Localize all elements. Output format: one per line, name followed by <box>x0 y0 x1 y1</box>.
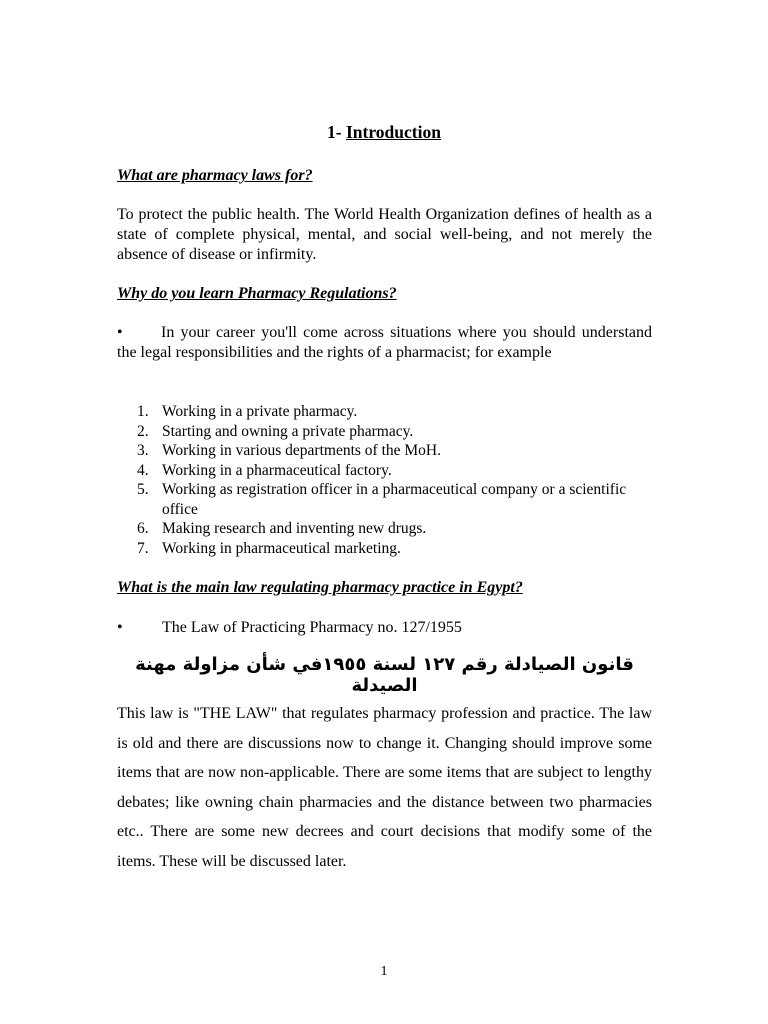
law-name-bullet <box>117 619 462 637</box>
law-name: The Law of Practicing Pharmacy no. 127/1955 <box>162 619 462 636</box>
career-bullet-paragraph <box>117 323 652 363</box>
list-item: 3. Working in various departments of the MoH. <box>137 442 441 459</box>
section-heading <box>0 122 768 143</box>
bullet-icon: • <box>117 619 123 636</box>
career-intro-text: In your career you'll come across situations where you should understand the legal responsibilities and the rights of a pharmacist; for example <box>117 324 652 361</box>
answer-pharmacy-laws: To protect the public health. The World Health Organization defines of health as a state of complete physical, mental, and social well-being, and not merely the absence of disease or infirmity. <box>117 206 652 263</box>
list-item: 7. Working in pharmaceutical marketing. <box>137 539 401 557</box>
bullet-icon: • <box>117 324 123 341</box>
question-main-law: What is the main law regulating pharmacy practice in Egypt? <box>117 579 523 596</box>
section-number: 1- <box>327 122 342 142</box>
list-item: 6. Making research and inventing new drugs. <box>137 520 427 537</box>
section-title: Introduction <box>345 122 441 142</box>
law-description-paragraph: This law is "THE LAW" that regulates pharmacy profession and practice. The law is old and there are discussions now to change it. Changing should improve some items that are now non-applicable. There are some items that are subject to lengthy debates; like owning chain pharmacies and the distance between two pharmacies etc.. There are some new decrees and court decisions that modify some of the items. These will be discussed later. <box>117 705 652 870</box>
list-item: 1. Working in a private pharmacy. <box>137 403 358 420</box>
arabic-law-title: قانون الصيادلة رقم ١٢٧ لسنة ١٩٥٥في شأن مزاولة مهنة الصيدلة <box>135 654 634 696</box>
career-situations-list <box>117 402 652 558</box>
page-number: 1 <box>380 964 388 979</box>
list-item: 5. Working as registration officer in a pharmaceutical company or a scientific office <box>137 481 627 518</box>
list-item: 4. Working in a pharmaceutical factory. <box>137 461 392 479</box>
list-item: 2. Starting and owning a private pharmacy. <box>137 422 414 440</box>
question-pharmacy-laws: What are pharmacy laws for? <box>117 167 313 184</box>
question-why-learn: Why do you learn Pharmacy Regulations? <box>117 285 397 302</box>
